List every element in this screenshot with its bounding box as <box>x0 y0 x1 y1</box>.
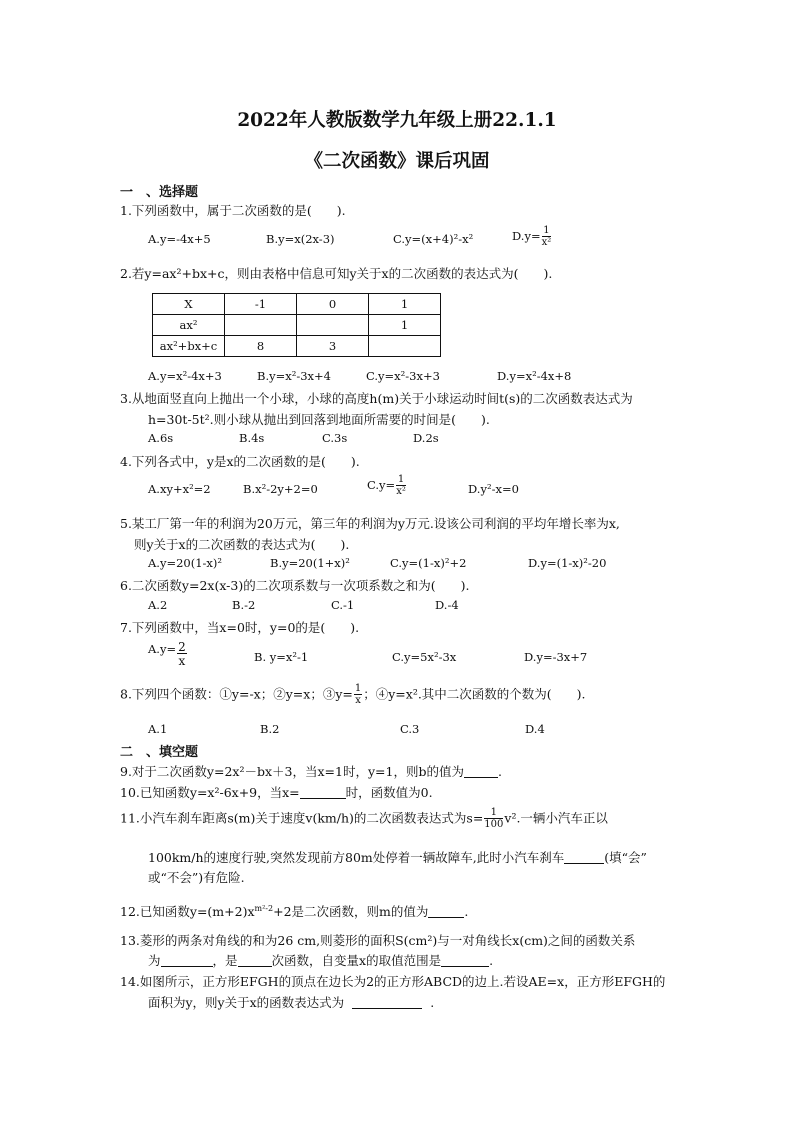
question-2-stem: 2.若y=ax²+bx+c，则由表格中信息可知y关于x的二次函数的表达式为( ). <box>120 266 553 281</box>
q2-option-a: A.y=x²-4x+3 <box>148 369 222 383</box>
q14-text: 面积为y，则y关于x的函数表达式为 <box>148 995 345 1010</box>
question-13-line1: 13.菱形的两条对角线的和为26 cm,则菱形的面积S(cm²)与一对角线长x(cm)之间的函数关系 <box>120 933 636 948</box>
question-11-line1 <box>120 808 608 830</box>
question-5-line1: 5.某工厂第一年的利润为20万元，第三年的利润为y万元.设该公司利润的平均年增长率为x, <box>120 516 620 531</box>
q9-text: 9.对于二次函数y=2x²－bx＋3，当x=1时，y=1，则b的值为 <box>120 764 464 779</box>
question-4-stem: 4.下列各式中，y是x的二次函数的是( ). <box>120 454 360 469</box>
table-cell: X <box>153 294 225 315</box>
q13-d: . <box>489 953 494 968</box>
table-cell: 3 <box>297 336 369 357</box>
page-subtitle: 《二次函数》课后巩固 <box>304 151 490 172</box>
q2-option-b: B.y=x²-3x+4 <box>257 369 331 383</box>
q5-option-a: A.y=20(1-x)² <box>148 556 222 570</box>
q7-option-a <box>148 641 188 667</box>
q11-line2-text: 100km/h的速度行驶,突然发现前方80m处停着一辆故障车,此时小汽车刹车 <box>148 850 565 865</box>
q6-option-b: B.-2 <box>232 598 256 612</box>
table-cell: ax²+bx+c <box>153 336 225 357</box>
q8-numerator: 1 <box>354 683 362 694</box>
question-3-line1: 3.从地面竖直向上抛出一个小球，小球的高度h(m)关于小球运动时间t(s)的二次函数表达式为 <box>120 391 633 406</box>
q4-option-b: B.x²-2y+2=0 <box>243 482 318 496</box>
q12-part1: 12.已知函数y=(m+2)x <box>120 904 255 919</box>
q4-option-c <box>367 475 407 497</box>
question-11-line3: 或“不会”)有危险. <box>148 870 245 885</box>
table-cell: ax² <box>153 315 225 336</box>
q12-part2: +2是二次函数，则m的值为 <box>273 904 429 919</box>
question-3-line2: h=30t-5t².则小球从抛出到回落到地面所需要的时间是( ). <box>148 412 490 427</box>
q7-a-numerator: 2 <box>178 640 186 654</box>
q1-option-a: A.y=-4x+5 <box>148 232 211 246</box>
q6-option-c: C.-1 <box>331 598 355 612</box>
q10-text: 10.已知函数y=x²-6x+9，当x= <box>120 785 300 800</box>
question-12 <box>120 902 468 920</box>
q4-option-d: D.y²-x=0 <box>468 482 519 496</box>
q13-b: ，是 <box>212 953 238 968</box>
question-1-stem: 1.下列函数中，属于二次函数的是( ). <box>120 203 346 218</box>
q8-stem-part2: ；④y=x².其中二次函数的个数为( ). <box>363 686 586 702</box>
section-choice-heading: 一 、选择题 <box>120 185 199 200</box>
q4-option-c-prefix: C.y= <box>367 478 396 492</box>
q3-option-c: C.3s <box>322 431 348 445</box>
table-cell: 0 <box>297 294 369 315</box>
q7-a-denominator: x <box>178 654 186 668</box>
q12-exponent: m²-2 <box>254 904 274 913</box>
question-14-line2 <box>148 993 434 1011</box>
question-14-line1: 14.如图所示，正方形EFGH的顶点在边长为2的正方形ABCD的边上.若设AE=x，正方形EFGH的 <box>120 974 666 989</box>
q1-option-b: B.y=x(2x-3) <box>266 232 335 246</box>
q9-end: . <box>497 764 502 779</box>
q1-option-c: C.y=(x+4)²-x² <box>393 232 474 246</box>
question-13-line2 <box>148 951 493 969</box>
answer-blank[interactable] <box>238 954 272 967</box>
q1-d-denominator: x² <box>541 237 552 248</box>
q7-option-d: D.y=-3x+7 <box>524 650 588 664</box>
answer-blank[interactable] <box>300 786 346 799</box>
question-7-stem: 7.下列函数中，当x=0时，y=0的是( ). <box>120 620 360 635</box>
q10-end: 时，函数值为0. <box>345 785 433 800</box>
table-cell: -1 <box>225 294 297 315</box>
question-8-stem <box>120 684 586 706</box>
q13-a: 为 <box>148 953 161 968</box>
q6-option-a: A.2 <box>148 598 168 612</box>
answer-blank[interactable] <box>441 954 489 967</box>
q11-line2-end: (填“会” <box>604 850 647 865</box>
q2-value-table <box>152 293 441 357</box>
q4-c-numerator: 1 <box>397 474 405 485</box>
q5-option-d: D.y=(1-x)²-20 <box>528 556 607 570</box>
table-cell <box>369 336 441 357</box>
table-row <box>153 315 441 336</box>
q7-option-b: B. y=x²-1 <box>254 650 309 664</box>
q13-c: 次函数，自变量x的取值范围是 <box>271 953 442 968</box>
q7-option-a-prefix: A.y= <box>148 642 177 656</box>
q6-option-d: D.-4 <box>435 598 459 612</box>
table-cell: 8 <box>225 336 297 357</box>
q11-denominator: 100 <box>484 819 504 830</box>
answer-blank[interactable] <box>352 996 422 1009</box>
answer-blank[interactable] <box>428 905 464 918</box>
table-cell: 1 <box>369 294 441 315</box>
q4-c-denominator: x² <box>396 486 406 497</box>
question-9 <box>120 762 502 780</box>
q5-option-b: B.y=20(1+x)² <box>270 556 350 570</box>
table-cell: 1 <box>369 315 441 336</box>
q3-option-d: D.2s <box>413 431 439 445</box>
answer-blank[interactable] <box>564 851 604 864</box>
page-title: 2022年人教版数学九年级上册22.1.1 <box>237 110 557 131</box>
q8-option-c: C.3 <box>400 722 420 736</box>
q8-option-a: A.1 <box>148 722 168 736</box>
table-row <box>153 336 441 357</box>
q8-stem-part1: 8.下列四个函数：①y=-x；②y=x；③y= <box>120 686 353 702</box>
q8-option-d: D.4 <box>525 722 545 736</box>
q12-end: . <box>464 904 469 919</box>
question-11-line2 <box>148 848 647 866</box>
q7-option-c: C.y=5x²-3x <box>392 650 457 664</box>
table-cell <box>297 315 369 336</box>
q3-option-a: A.6s <box>148 431 174 445</box>
q1-option-d <box>512 226 552 248</box>
section-fill-heading: 二 、填空题 <box>120 745 199 760</box>
answer-blank[interactable] <box>464 765 498 778</box>
q1-option-d-prefix: D.y= <box>512 229 541 243</box>
q5-option-c: C.y=(1-x)²+2 <box>390 556 467 570</box>
question-10 <box>120 783 433 801</box>
q8-denominator: x <box>355 695 361 706</box>
q14-end: . <box>430 995 435 1010</box>
q3-option-b: B.4s <box>239 431 265 445</box>
answer-blank[interactable] <box>161 954 213 967</box>
question-5-line2: 则y关于x的二次函数的表达式为( ). <box>134 537 350 552</box>
q8-option-b: B.2 <box>260 722 280 736</box>
q2-option-c: C.y=x²-3x+3 <box>366 369 440 383</box>
q11-part2: v².一辆小汽车正以 <box>504 810 608 826</box>
q11-numerator: 1 <box>484 808 503 819</box>
q1-d-numerator: 1 <box>543 225 550 236</box>
table-row <box>153 294 441 315</box>
question-6-stem: 6.二次函数y=2x(x-3)的二次项系数与一次项系数之和为( ). <box>120 578 470 593</box>
table-cell <box>225 315 297 336</box>
q2-option-d: D.y=x²-4x+8 <box>497 369 572 383</box>
q4-option-a: A.xy+x²=2 <box>148 482 211 496</box>
q11-part1: 11.小汽车刹车距离s(m)关于速度v(km/h)的二次函数表达式为s= <box>120 810 484 826</box>
